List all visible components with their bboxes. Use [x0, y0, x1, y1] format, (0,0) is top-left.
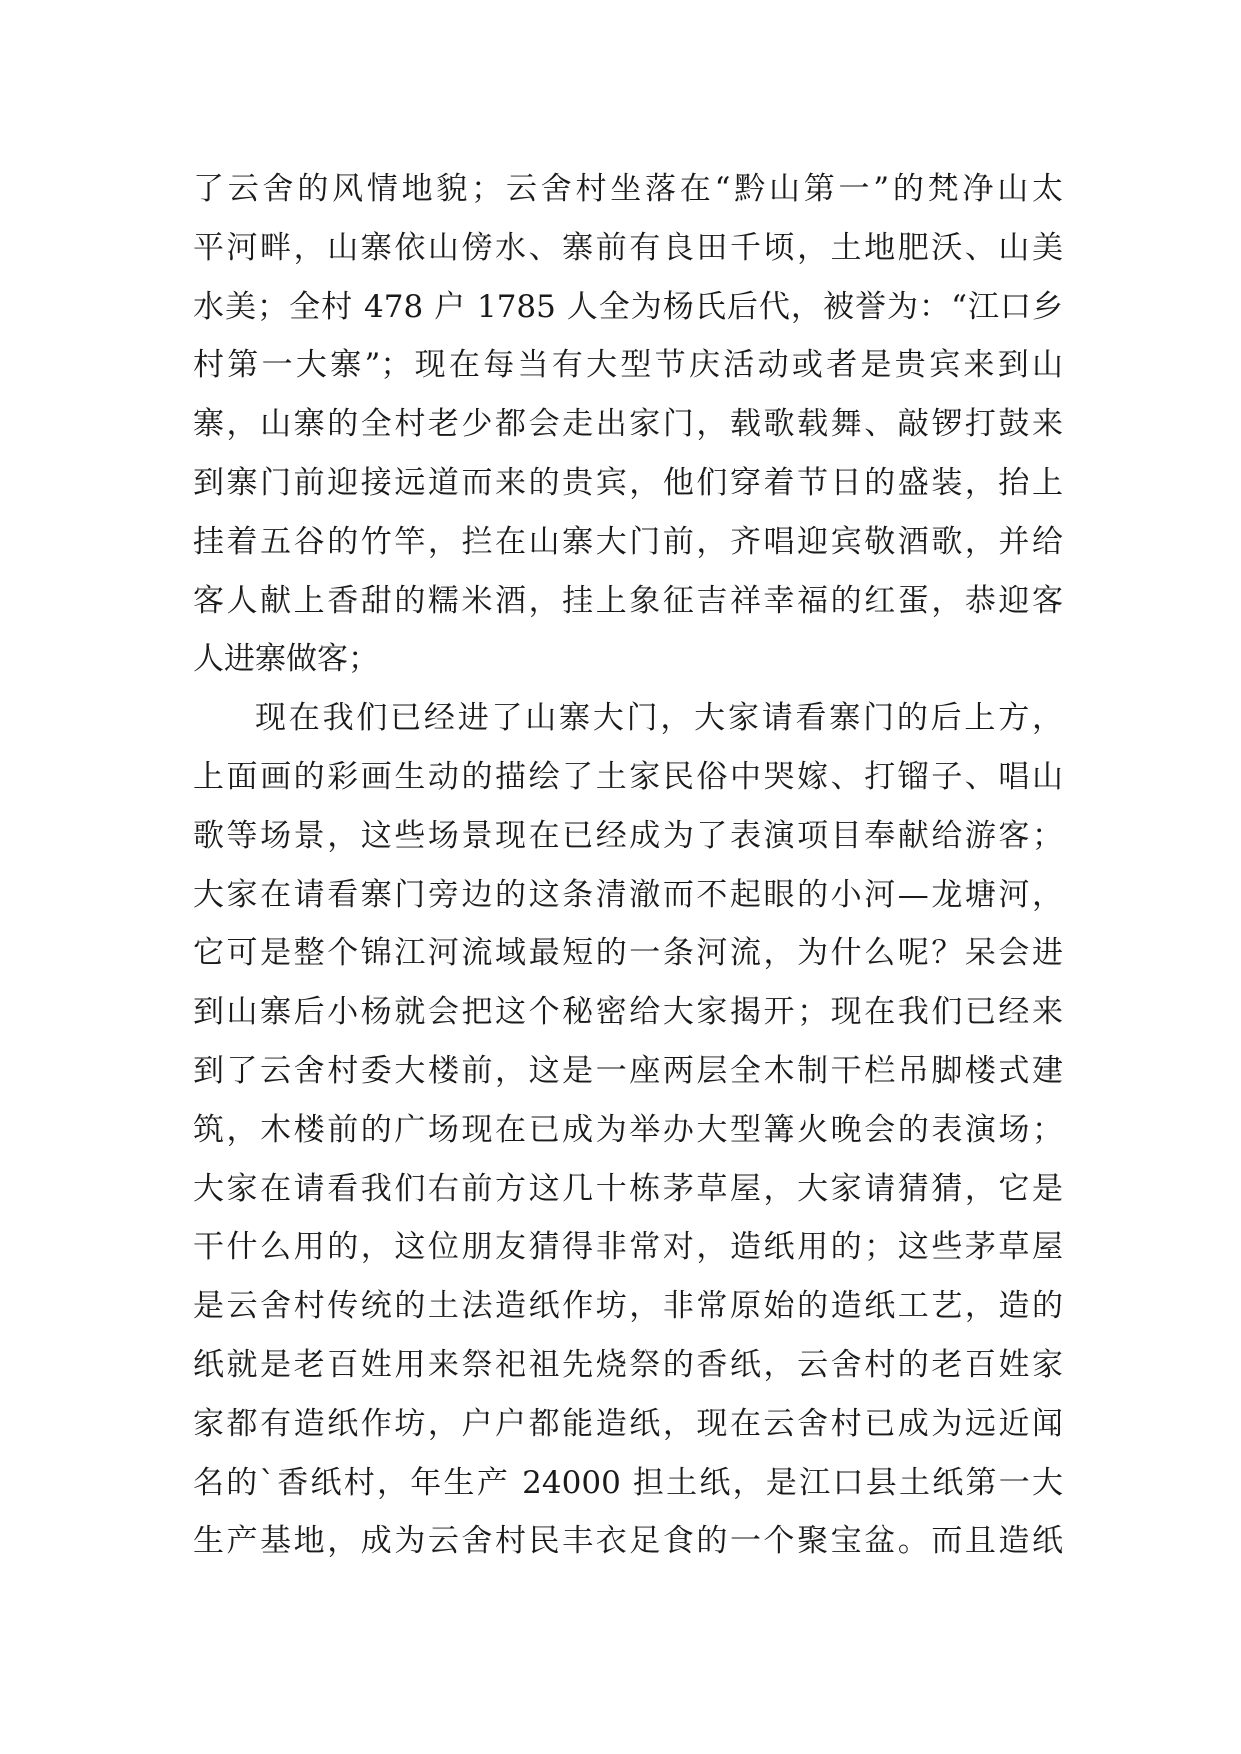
paragraph-1-line: 到寨门前迎接远道而来的贵宾，他们穿着节日的盛装，抬上 [193, 464, 1063, 501]
paragraph-2-line: 歌等场景，这些场景现在已经成为了表演项目奉献给游客； [193, 817, 1063, 854]
paragraph-2-line: 大家在请看我们右前方这几十栋茅草屋，大家请猜猜，它是 [193, 1170, 1063, 1207]
body-text [193, 160, 1063, 1571]
paragraph-1-line: 寨，山寨的全村老少都会走出家门，载歌载舞、敲锣打鼓来 [193, 406, 1063, 443]
paragraph-1-line: 了云舍的风情地貌；云舍村坐落在“黔山第一”的梵净山太 [193, 171, 1063, 207]
paragraph-1-line: 挂着五谷的竹竿，拦在山寨大门前，齐唱迎宾敬酒歌，并给 [193, 523, 1063, 560]
paragraph-2-line: 名的`香纸村，年生产 24000 担土纸，是江口县土纸第一大 [193, 1464, 1063, 1501]
paragraph-2-line: 现在我们已经进了山寨大门，大家请看寨门的后上方， [255, 700, 1063, 737]
paragraph-1-line: 平河畔，山寨依山傍水、寨前有良田千顷，土地肥沃、山美 [193, 229, 1063, 266]
paragraph-1-line: 客人献上香甜的糯米酒，挂上象征吉祥幸福的红蛋，恭迎客 [193, 582, 1063, 619]
paragraph-2-line: 筑，木楼前的广场现在已成为举办大型篝火晚会的表演场； [193, 1111, 1063, 1148]
paragraph-1-line: 人进寨做客； [193, 641, 379, 678]
paragraph-2-line: 到了云舍村委大楼前，这是一座两层全木制干栏吊脚楼式建 [193, 1052, 1063, 1089]
paragraph-2-line: 家都有造纸作坊，户户都能造纸，现在云舍村已成为远近闻 [193, 1405, 1063, 1442]
paragraph-2-line: 到山寨后小杨就会把这个秘密给大家揭开；现在我们已经来 [193, 994, 1063, 1031]
paragraph-2-line: 上面画的彩画生动的描绘了土家民俗中哭嫁、打镏子、唱山 [193, 758, 1063, 795]
paragraph-2-line: 生产基地，成为云舍村民丰衣足食的一个聚宝盆。而且造纸 [193, 1523, 1063, 1560]
paragraph-2-line: 纸就是老百姓用来祭祀祖先烧祭的香纸，云舍村的老百姓家 [193, 1346, 1063, 1383]
paragraph-2-line: 大家在请看寨门旁边的这条清澈而不起眼的小河—龙塘河， [193, 876, 1063, 913]
paragraph-1-line: 村第一大寨”；现在每当有大型节庆活动或者是贵宾来到山 [193, 347, 1063, 384]
paragraph-2-line: 干什么用的，这位朋友猜得非常对，造纸用的；这些茅草屋 [193, 1229, 1063, 1266]
paragraph-2-line: 是云舍村传统的土法造纸作坊，非常原始的造纸工艺，造的 [193, 1288, 1063, 1325]
paragraph-2-line: 它可是整个锦江河流域最短的一条河流，为什么呢？呆会进 [193, 935, 1063, 972]
paragraph-1-line: 水美；全村 478 户 1785 人全为杨氏后代，被誉为：“江口乡 [193, 288, 1063, 325]
